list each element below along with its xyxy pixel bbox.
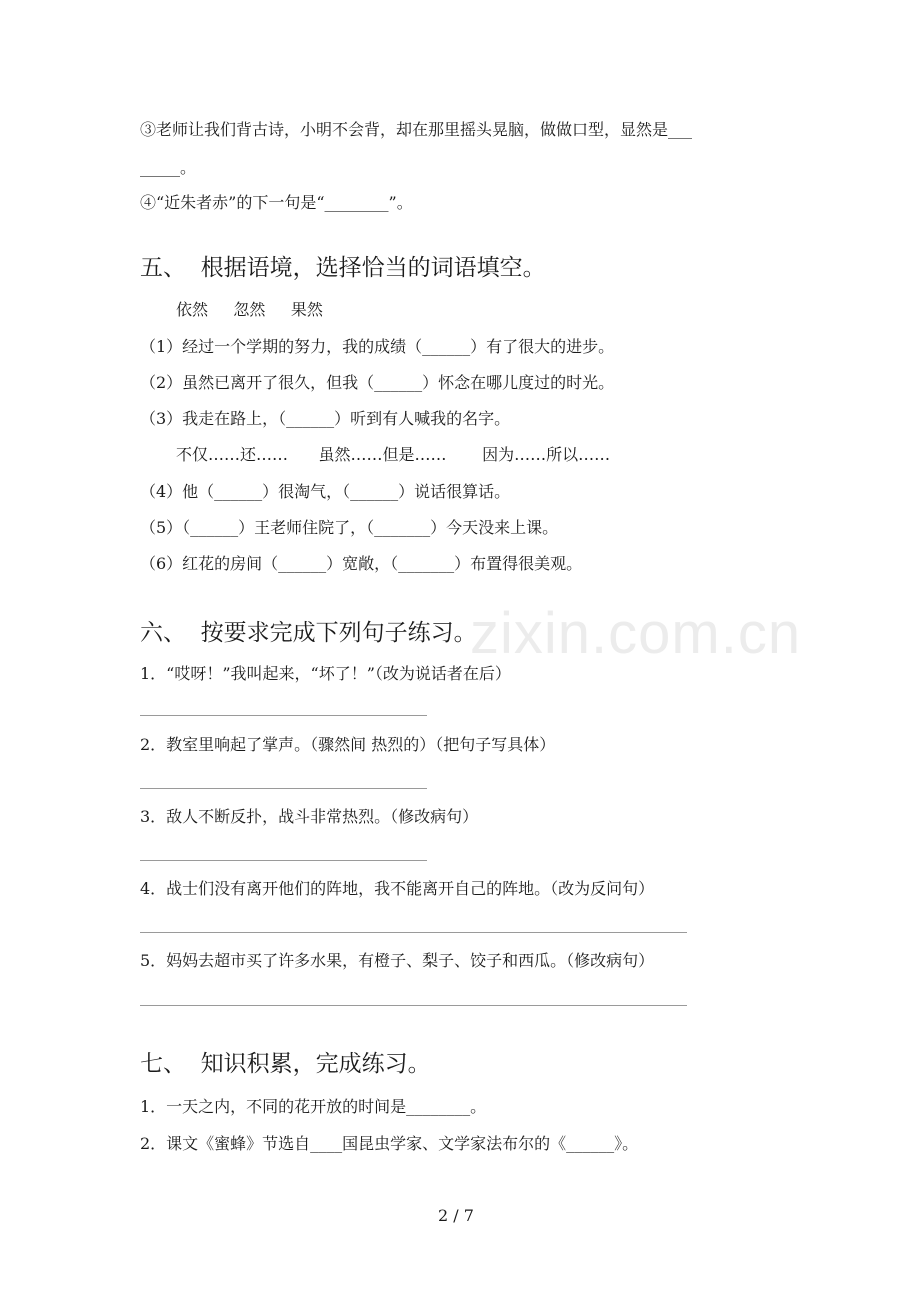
knowledge-item-2: 2．课文《蜜蜂》节选自____国昆虫学家、文学家法布尔的《______》。	[140, 1134, 639, 1153]
answer-line-2[interactable]	[140, 788, 427, 789]
watermark: zixin.com.cn	[470, 601, 802, 666]
knowledge-item-1: 1．一天之内，不同的花开放的时间是________。	[140, 1097, 487, 1116]
sentence-item-1: 1．“哎呀！”我叫起来，“坏了！”（改为说话者在后）	[140, 664, 511, 683]
question-4: ④“近朱者赤”的下一句是“________”。	[140, 193, 413, 212]
fill-item-4: （4）他（______）很淘气，（______）说话很算话。	[140, 482, 511, 501]
answer-line-5[interactable]	[140, 1005, 687, 1006]
page-number: 2 / 7	[438, 1206, 474, 1225]
word-bank-b: 不仅……还…… 虽然……但是…… 因为……所以……	[176, 445, 611, 464]
answer-line-3[interactable]	[140, 860, 427, 861]
section-7-heading: 七、 知识积累，完成练习。	[140, 1051, 431, 1077]
section-6-heading: 六、 按要求完成下列句子练习。	[140, 620, 477, 646]
fill-item-3: （3）我走在路上，（______）听到有人喊我的名字。	[140, 409, 511, 428]
fill-item-6: （6）红花的房间（______）宽敞，（_______）布置得很美观。	[140, 554, 583, 573]
answer-line-4[interactable]	[140, 932, 687, 933]
question-3-line-1: ③老师让我们背古诗，小明不会背，却在那里摇头晃脑，做做口型，显然是___	[140, 120, 693, 139]
sentence-item-4: 4．战士们没有离开他们的阵地，我不能离开自己的阵地。（改为反问句）	[140, 879, 655, 898]
fill-item-1: （1）经过一个学期的努力，我的成绩（______）有了很大的进步。	[140, 337, 615, 356]
sentence-item-2: 2．教室里响起了掌声。（骤然间 热烈的）（把句子写具体）	[140, 735, 556, 754]
word-bank-a: 依然 忽然 果然	[176, 300, 323, 319]
section-5-heading: 五、 根据语境，选择恰当的词语填空。	[140, 255, 546, 281]
answer-line-1[interactable]	[140, 715, 427, 716]
question-3-line-2: _____。	[140, 158, 197, 177]
sentence-item-3: 3．敌人不断反扑，战斗非常热烈。（修改病句）	[140, 807, 479, 826]
sentence-item-5: 5．妈妈去超市买了许多水果，有橙子、梨子、饺子和西瓜。（修改病句）	[140, 951, 655, 970]
fill-item-5: （5）（______）王老师住院了，（_______）今天没来上课。	[140, 518, 559, 537]
fill-item-2: （2）虽然已离开了很久，但我（______）怀念在哪儿度过的时光。	[140, 373, 615, 392]
